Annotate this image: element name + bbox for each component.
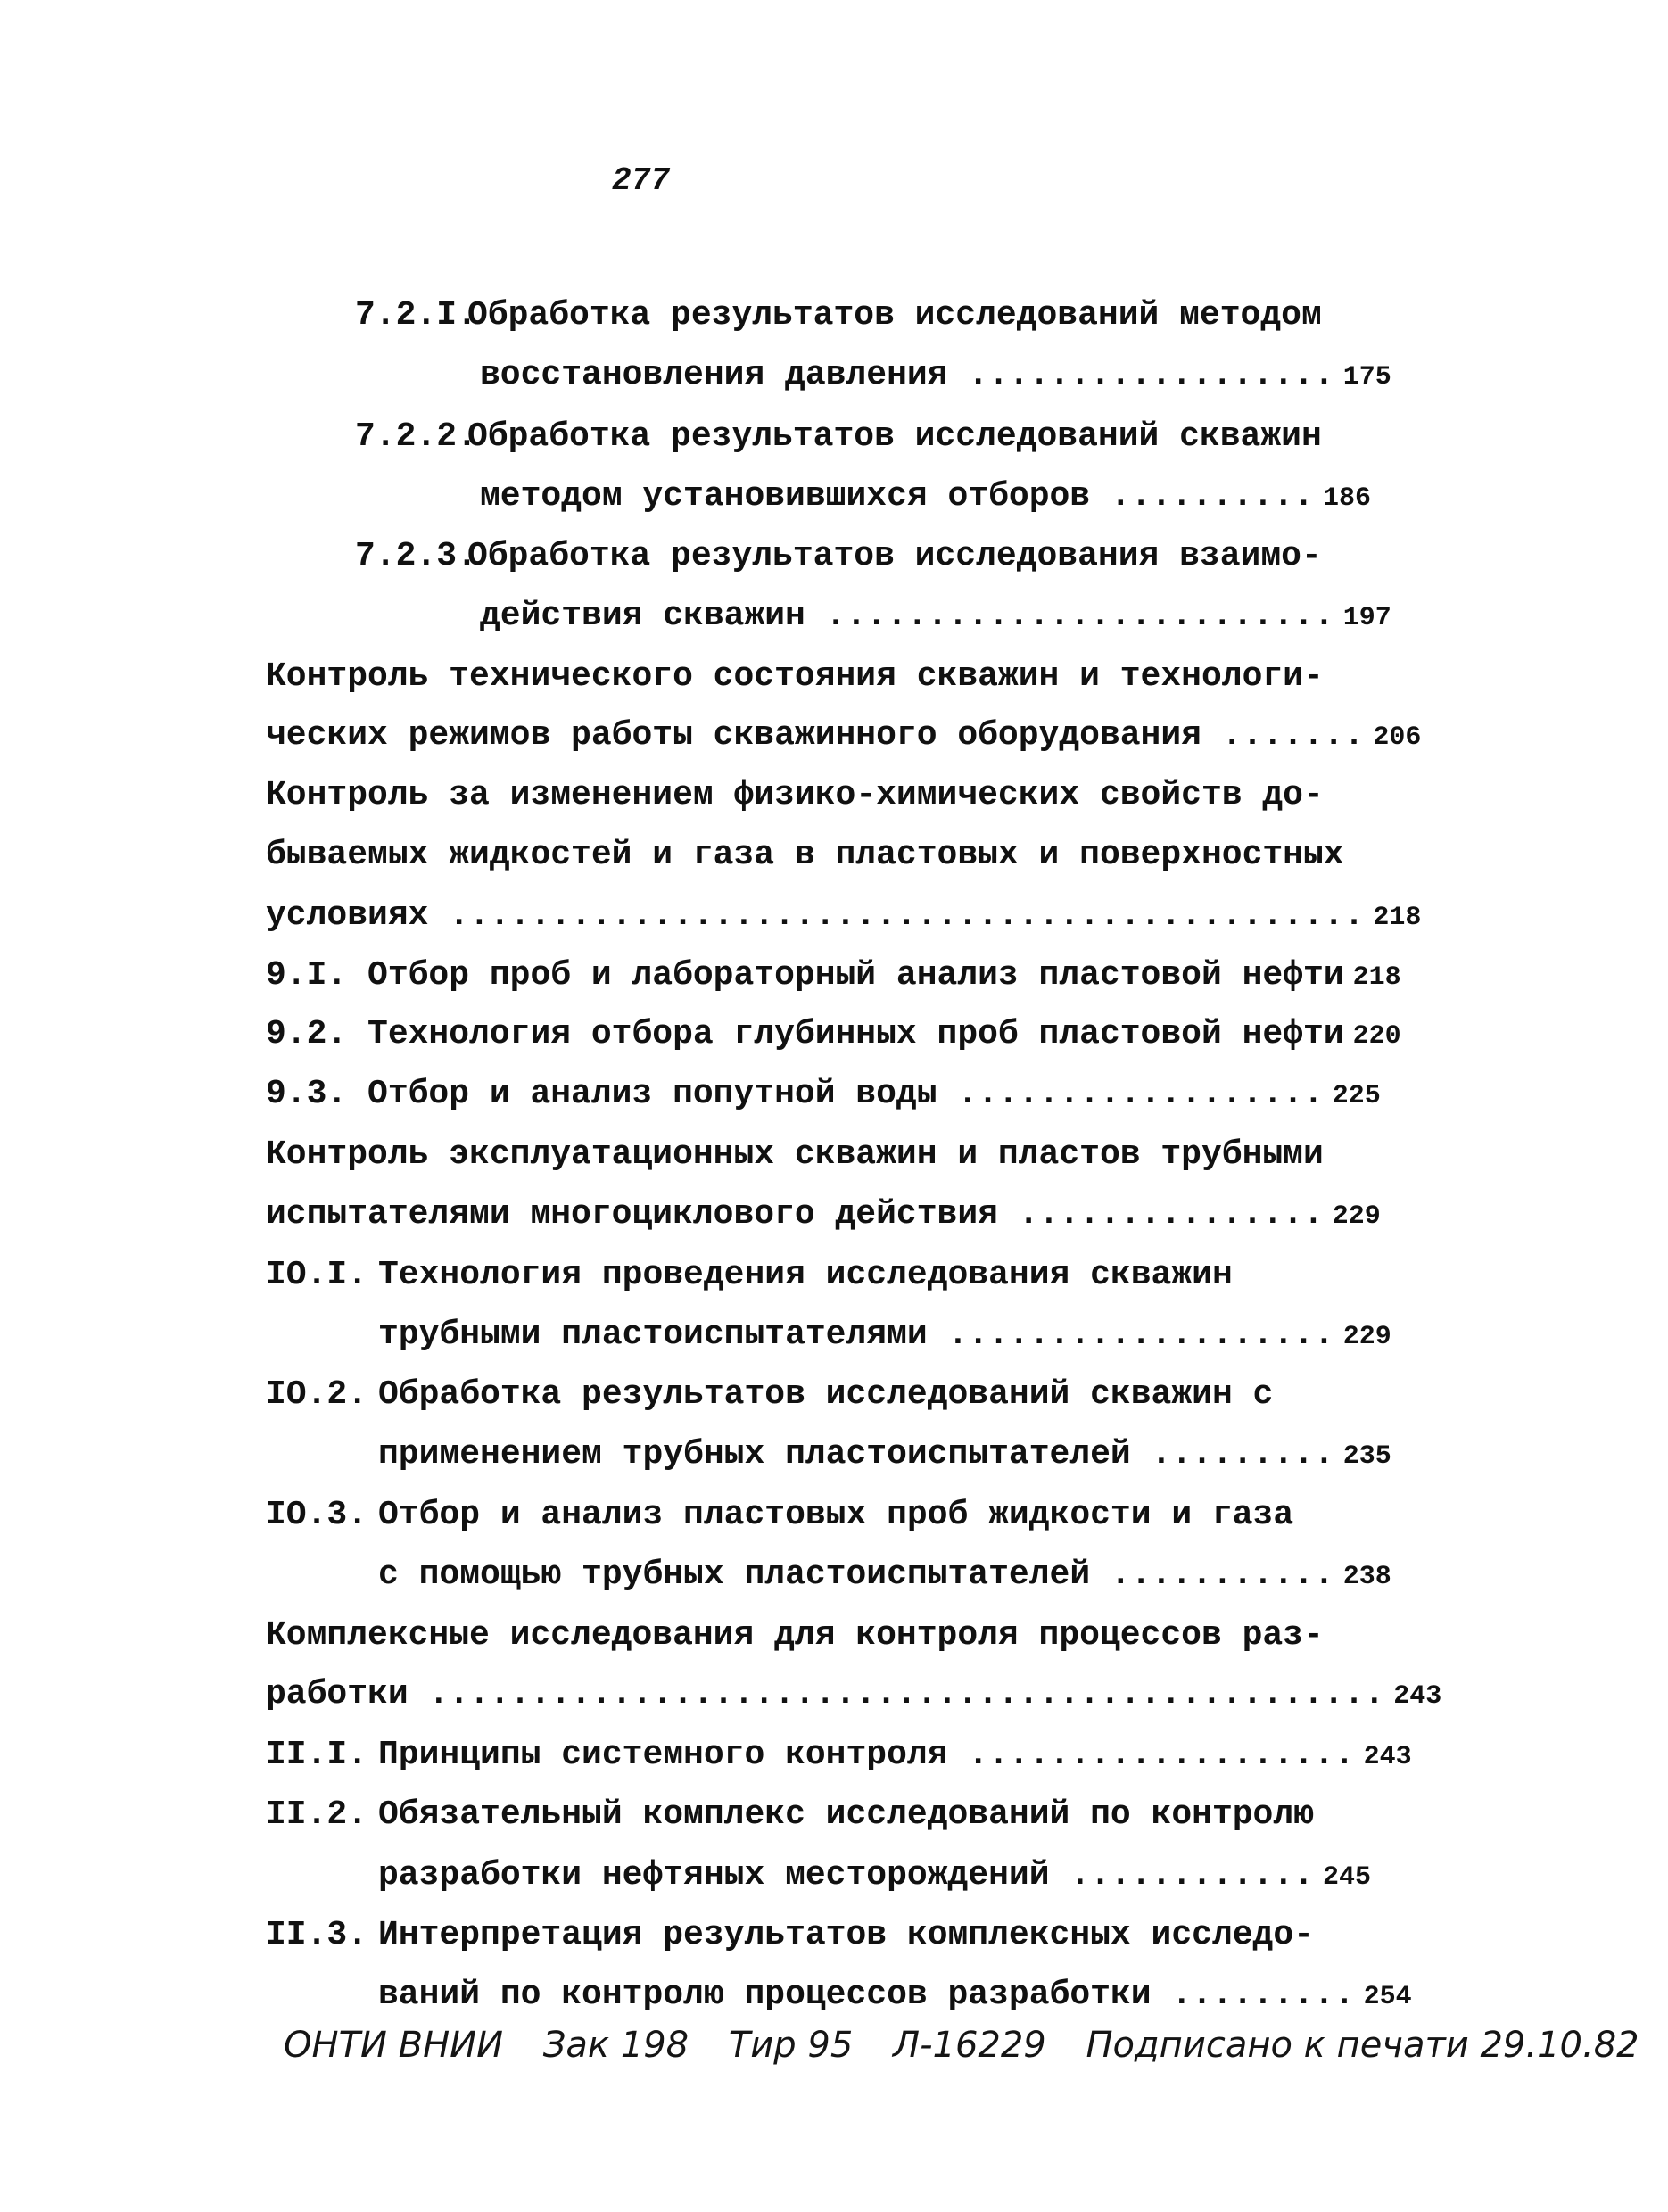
toc-section-number: II.I. [266,1736,368,1774]
toc-line [266,954,1401,999]
toc-line [378,1554,1391,1598]
toc-line [355,416,1322,458]
imprint-footer [284,2025,1668,2066]
toc-line [266,1914,1314,1957]
toc-line [266,1734,1412,1779]
toc-page-number: 220 [1352,1021,1401,1052]
toc-line [480,354,1391,399]
toc-entry-text: Обработка результатов исследований методом [467,296,1322,334]
toc-line [378,1433,1391,1478]
toc-line [266,1254,1311,1297]
toc-line [266,1134,1324,1176]
toc-page-number: 238 [1342,1562,1391,1592]
toc-entry-text: условиях ............................................. [266,896,1365,935]
toc-entry-text: Контроль эксплуатационных скважин и пластов трубными [266,1135,1324,1174]
toc-page-number: 245 [1322,1862,1371,1893]
toc-entry-text: методом установившихся отборов .......... [480,477,1314,516]
toc-section-number: II.2. [266,1795,368,1834]
toc-entry-text: Контроль технического состояния скважин и технологи- [266,657,1324,696]
toc-entry-text: Интерпретация результатов комплексных исследо- [378,1916,1314,1954]
toc-entry-text: 9.3. Отбор и анализ попутной воды .................. [266,1075,1324,1113]
toc-line [378,1854,1371,1899]
toc-line [266,1013,1401,1058]
toc-line [266,895,1422,939]
toc-section-number: IO.2. [266,1375,368,1414]
toc-line [480,595,1391,640]
toc-page-number: 206 [1373,722,1422,753]
imprint-order: Зак 198 [542,2025,689,2066]
toc-line [266,1614,1324,1657]
toc-entry-text: применением трубных пластоиспытателей ......... [378,1435,1334,1473]
toc-line [266,1494,1311,1537]
toc-entry-text: испытателями многоциклового действия ............... [266,1195,1324,1234]
toc-line [266,1193,1381,1238]
imprint-org: ОНТИ ВНИИ [284,2025,503,2066]
imprint-copies: Тир 95 [728,2025,854,2066]
imprint-code: Л-16229 [892,2025,1046,2066]
toc-entry-text: Обработка результатов исследований скважин [467,417,1322,456]
toc-section-number: II.3. [266,1916,368,1954]
toc-entry-text: Обработка результатов исследований скважин с [378,1375,1274,1414]
toc-page-number: 225 [1332,1081,1381,1111]
toc-page-number: 186 [1322,483,1371,514]
toc-entry-text: 9.I. Отбор проб и лабораторный анализ пластовой нефти [266,956,1344,995]
toc-entry-text: Технология проведения исследования скважин [378,1256,1233,1294]
toc-entry-text: действия скважин ......................... [480,597,1334,635]
toc-line [266,1673,1442,1718]
toc-page-number: 243 [1393,1681,1442,1712]
toc-line [266,1073,1381,1118]
toc-line [266,656,1324,698]
toc-entry-text: восстановления давления .................. [480,356,1334,394]
toc-page-number: 254 [1363,1982,1412,2012]
toc-entry-text: с помощью трубных пластоиспытателей ........... [378,1556,1334,1594]
toc-entry-text: 9.2. Технология отбора глубинных проб пластовой нефти [266,1015,1344,1053]
toc-page-number: 243 [1363,1742,1412,1772]
toc-entry-text: ческих режимов работы скважинного оборудования ....... [266,716,1365,755]
toc-page-number: 218 [1352,962,1401,993]
imprint-signed: Подписано к печати 29.10.82 [1086,2025,1639,2066]
toc-page-number: 229 [1342,1322,1391,1352]
toc-entry-text: ваний по контролю процессов разработки ......... [378,1976,1355,2014]
toc-line [266,1374,1311,1416]
toc-section-number: 7.2.2. [355,417,477,456]
toc-page-number: 235 [1342,1441,1391,1472]
toc-entry-text: работки ............................................... [266,1675,1385,1713]
toc-line [266,714,1422,759]
toc-page-number: 175 [1342,362,1391,392]
toc-line [355,535,1322,578]
toc-entry-text: трубными пластоиспытателями ................... [378,1316,1334,1354]
toc-section-number: IO.3. [266,1496,368,1534]
toc-section-number: 7.2.3. [355,537,477,575]
toc-line [266,774,1324,817]
toc-entry-text: бываемых жидкостей и газа в пластовых и поверхностных [266,836,1344,874]
toc-entry-text: Комплексные исследования для контроля процессов раз- [266,1616,1324,1655]
toc-entry-text: Отбор и анализ пластовых проб жидкости и газа [378,1496,1294,1534]
toc-line [480,475,1371,520]
toc-page-number: 197 [1342,603,1391,633]
toc-page-number: 218 [1373,903,1422,933]
toc-section-number: 7.2.I. [355,296,477,334]
toc-entry-text: Принципы системного контроля ................... [378,1736,1355,1774]
toc-line [378,1974,1412,2018]
toc-line [266,1794,1314,1836]
toc-line [355,294,1322,337]
page-number: 277 [612,162,670,199]
toc-page-number: 229 [1332,1201,1381,1232]
toc-entry-text: разработки нефтяных месторождений ............ [378,1856,1314,1894]
toc-entry-text: Обработка результатов исследования взаимо- [467,537,1322,575]
toc-line [378,1314,1391,1358]
toc-entry-text: Обязательный комплекс исследований по контролю [378,1795,1314,1834]
toc-entry-text: Контроль за изменением физико-химических свойств до- [266,776,1324,814]
toc-line [266,834,1344,877]
toc-section-number: IO.I. [266,1256,368,1294]
